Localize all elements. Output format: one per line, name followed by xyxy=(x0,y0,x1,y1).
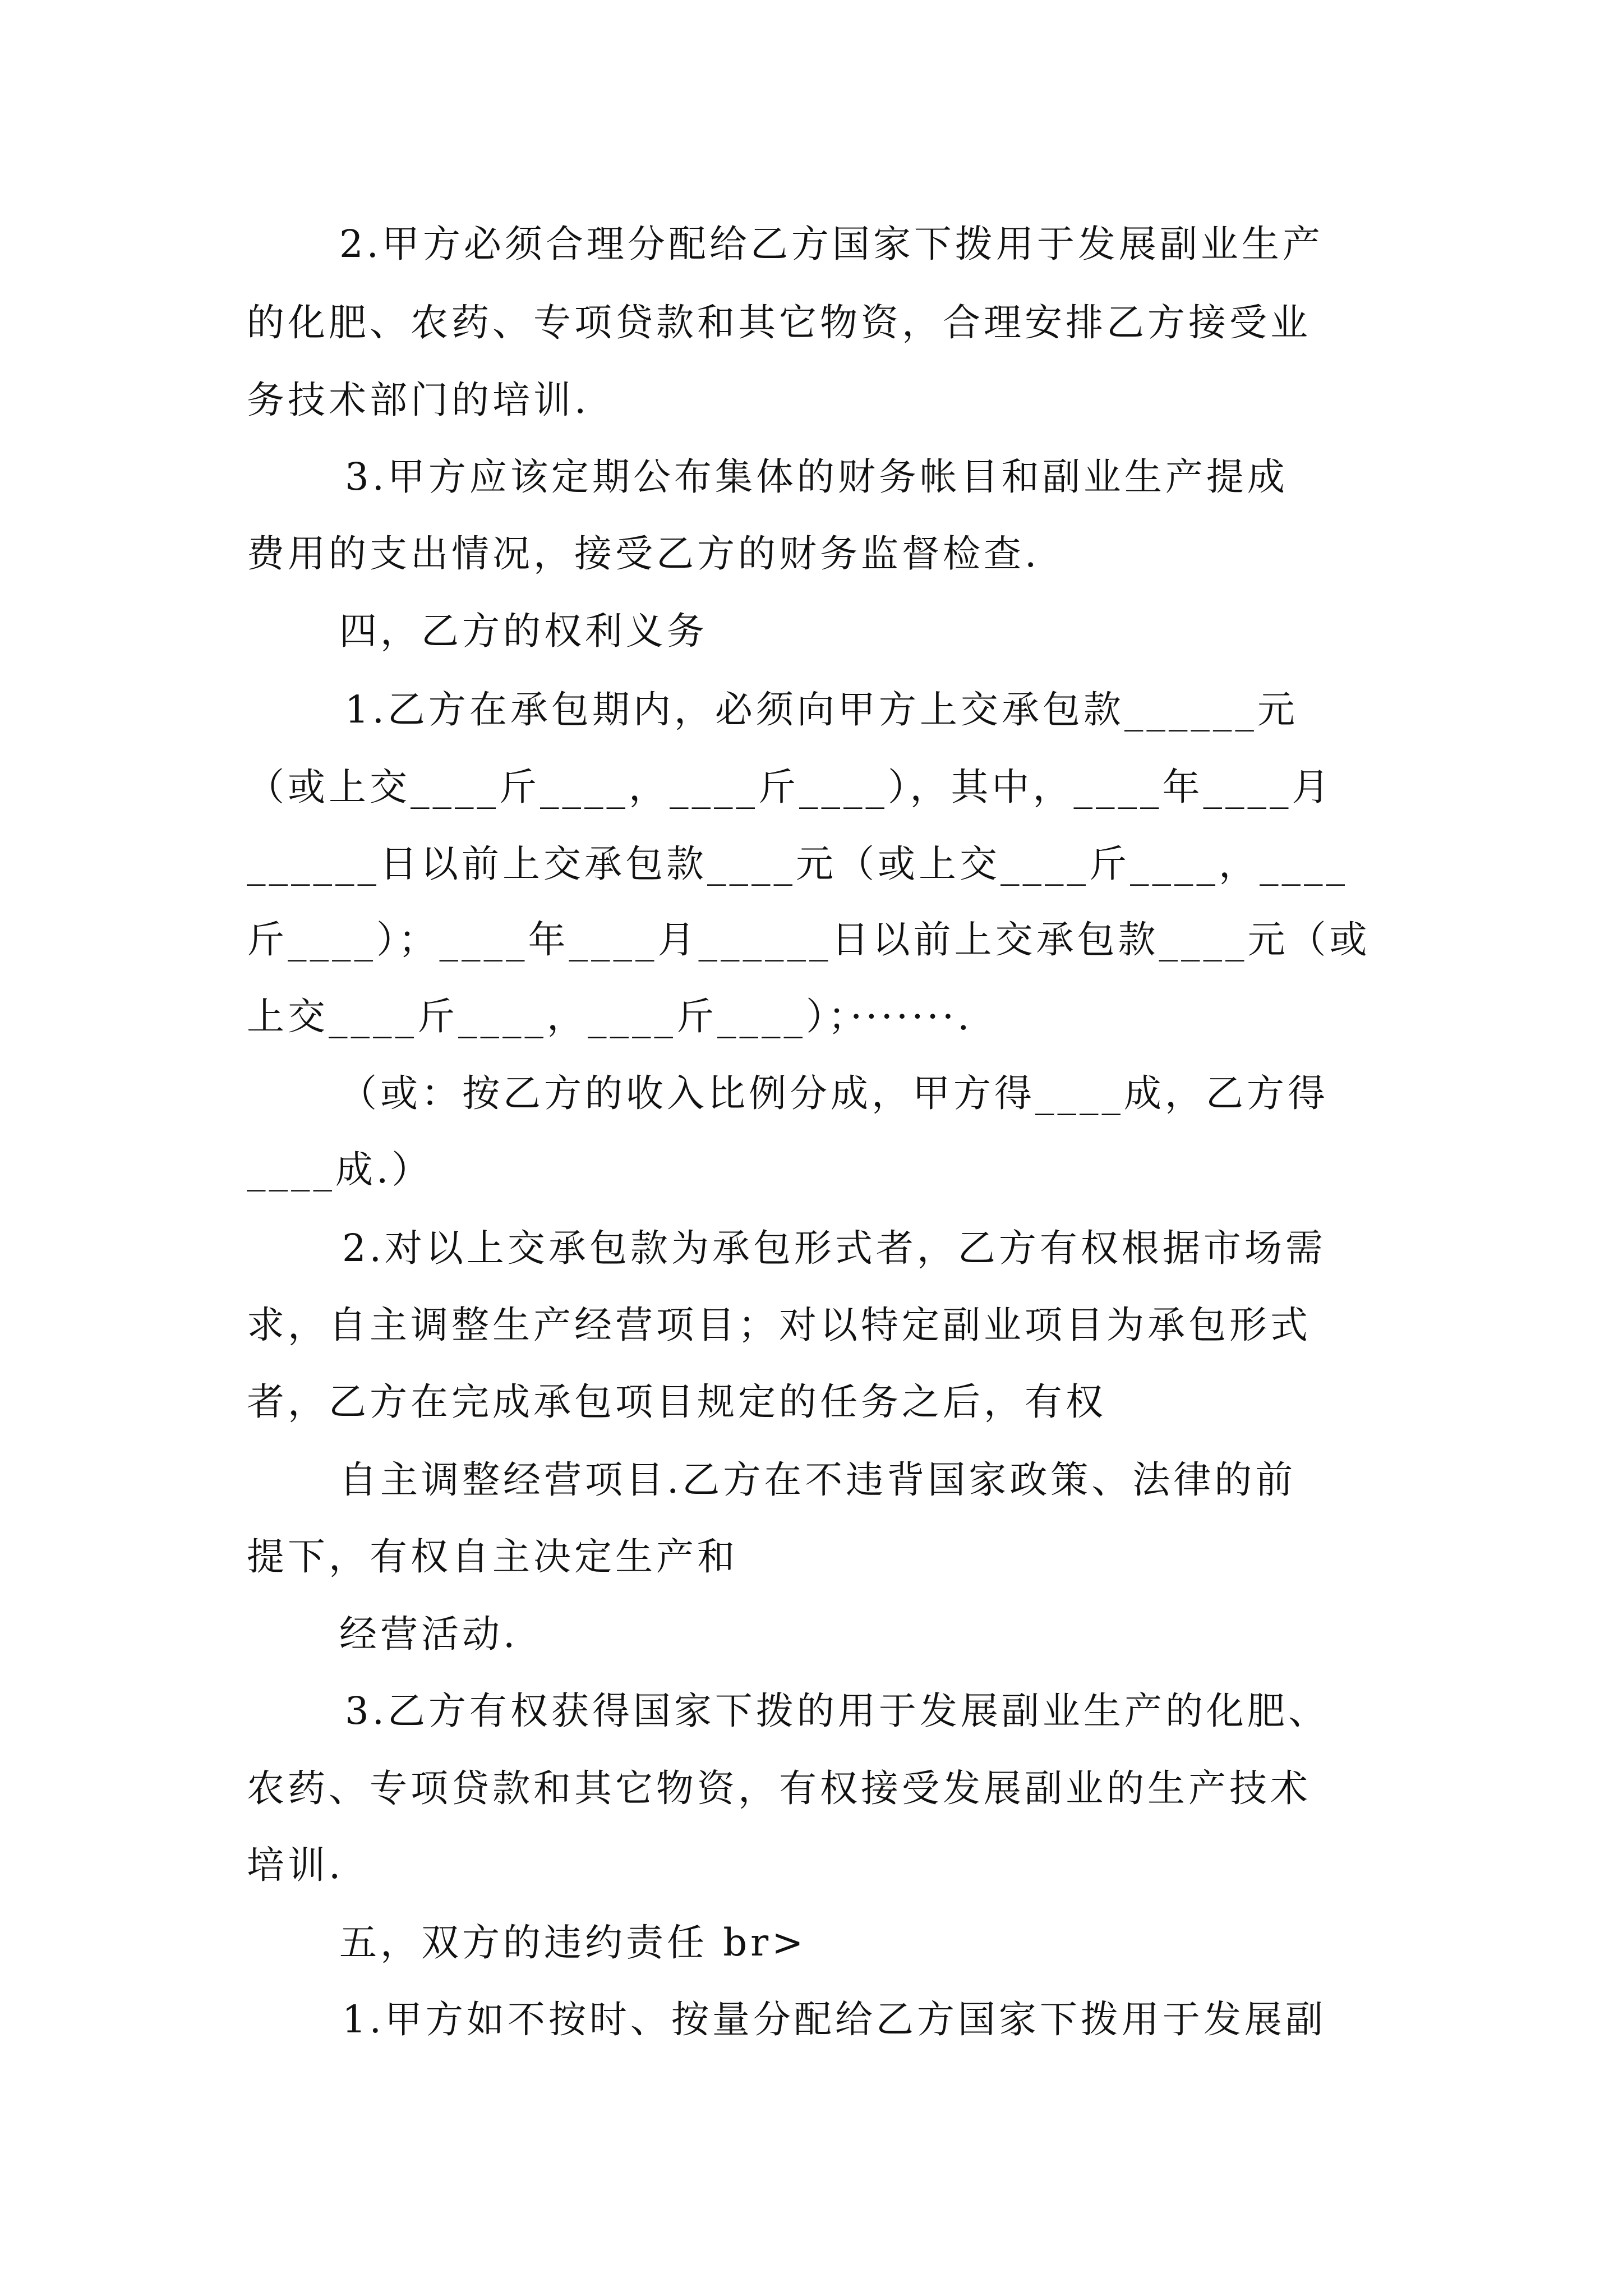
text-line: 上交____斤____，____斤____）；·······. xyxy=(247,995,973,1038)
text-line: 者，乙方在完成承包项目规定的任务之后，有权 xyxy=(247,1380,1106,1424)
text-line: 费用的支出情况，接受乙方的财务监督检查. xyxy=(247,532,1040,576)
text-line: （或上交____斤____，____斤____），其中，____年____月 xyxy=(247,765,1333,809)
text-line: 2.对以上交承包款为承包形式者，乙方有权根据市场需 xyxy=(342,1226,1326,1270)
text-line: 四，乙方的权利义务 xyxy=(339,609,708,653)
text-line: 务技术部门的培训. xyxy=(247,378,590,422)
text-line: 2.甲方必须合理分配给乙方国家下拨用于发展副业生产 xyxy=(339,222,1324,266)
text-line: 求，自主调整生产经营项目；对以特定副业项目为承包形式 xyxy=(247,1303,1311,1347)
text-line: 经营活动. xyxy=(339,1612,519,1656)
text-line: ____成.） xyxy=(247,1148,433,1191)
text-line: 提下，有权自主决定生产和 xyxy=(247,1535,738,1579)
text-line: 的化肥、农药、专项贷款和其它物资，合理安排乙方接受业 xyxy=(247,301,1311,344)
text-line: （或：按乙方的收入比例分成，甲方得____成，乙方得 xyxy=(339,1071,1329,1115)
text-line: 1.甲方如不按时、按量分配给乙方国家下拨用于发展副 xyxy=(342,1998,1326,2041)
text-line: 3.乙方有权获得国家下拨的用于发展副业生产的化肥、 xyxy=(345,1689,1329,1733)
text-line: 五，双方的违约责任 br> xyxy=(339,1921,807,1964)
text-line: 1.乙方在承包期内，必须向甲方上交承包款______元 xyxy=(345,688,1298,731)
text-line: 农药、专项贷款和其它物资，有权接受发展副业的生产技术 xyxy=(247,1766,1311,1810)
text-line: 斤____）；____年____月______日以前上交承包款____元（或 xyxy=(247,918,1371,961)
text-line: 自主调整经营项目.乙方在不违背国家政策、法律的前 xyxy=(339,1458,1297,1502)
text-line: ______日以前上交承包款____元（或上交____斤____，____ xyxy=(247,842,1348,886)
text-line: 3.甲方应该定期公布集体的财务帐目和副业生产提成 xyxy=(345,455,1288,499)
text-line: 培训. xyxy=(247,1843,344,1887)
